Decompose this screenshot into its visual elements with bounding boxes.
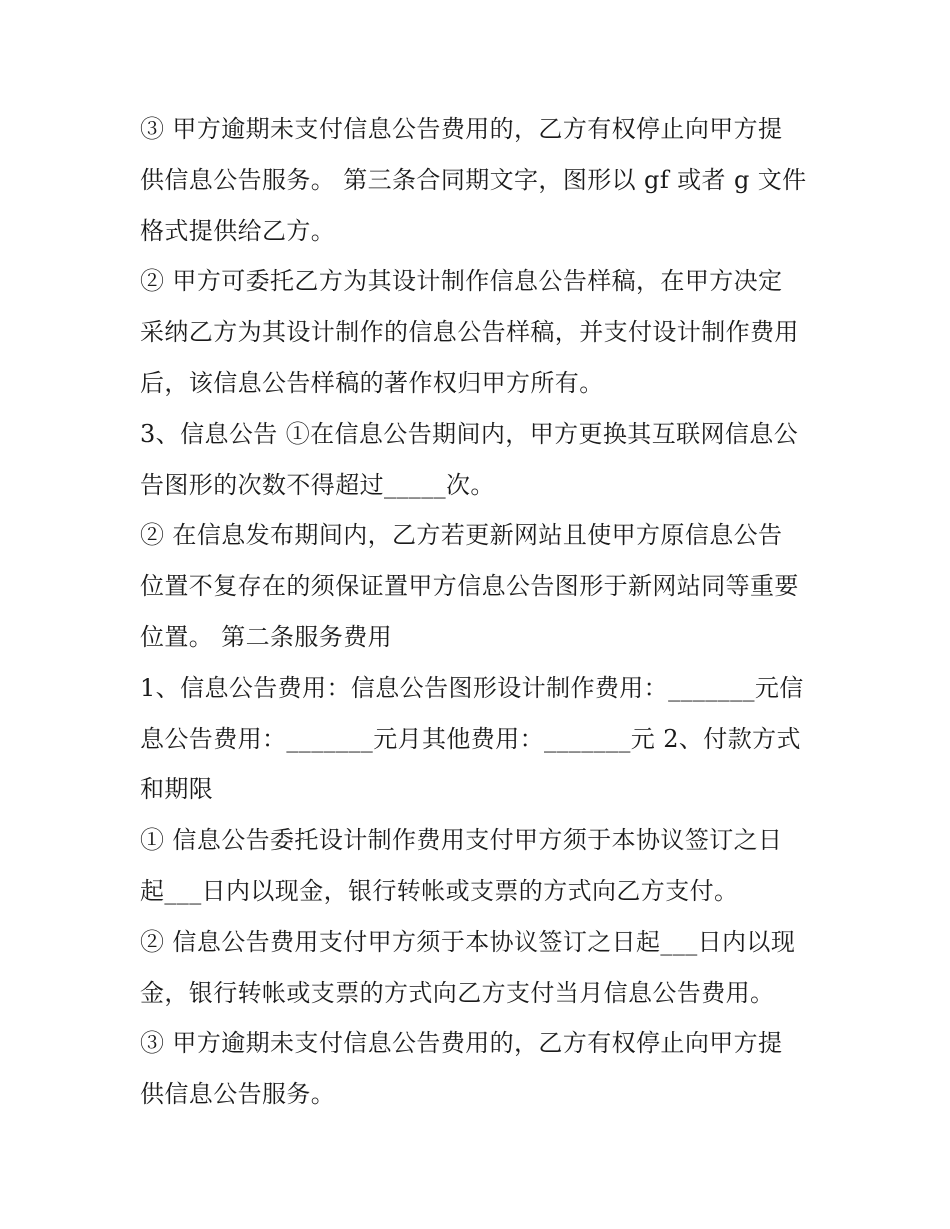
text-line: ③ 甲方逾期未支付信息公告费用的，乙方有权停止向甲方提: [140, 1029, 783, 1058]
text-line: 1、信息公告费用：信息公告图形设计制作费用：_______元信: [140, 673, 804, 702]
text-line: 起___日内以现金，银行转帐或支票的方式向乙方支付。: [140, 876, 739, 905]
text-line: ② 信息公告费用支付甲方须于本协议签订之日起___日内以现: [140, 927, 796, 956]
document-body: [140, 104, 815, 1120]
text-line: 格式提供给乙方。: [140, 216, 336, 245]
text-line: 息公告费用：_______元月其他费用：_______元 2、付款方式: [140, 724, 801, 753]
text-line: ② 在信息发布期间内，乙方若更新网站且使甲方原信息公告: [140, 521, 783, 550]
text-line: 告图形的次数不得超过_____次。: [140, 470, 495, 499]
text-line: 位置。 第二条服务费用: [140, 622, 393, 651]
text-line: ① 信息公告委托设计制作费用支付甲方须于本协议签订之日: [140, 826, 783, 855]
text-line: ② 甲方可委托乙方为其设计制作信息公告样稿，在甲方决定: [140, 267, 783, 296]
text-line: 供信息公告服务。 第三条合同期文字，图形以 gf 或者 g 文件: [140, 165, 807, 194]
text-line: 和期限: [140, 775, 214, 804]
text-line: 供信息公告服务。: [140, 1080, 336, 1109]
text-line: ③ 甲方逾期未支付信息公告费用的，乙方有权停止向甲方提: [140, 115, 783, 143]
text-line: 采纳乙方为其设计制作的信息公告样稿，并支付设计制作费用: [140, 318, 799, 347]
text-line: 后，该信息公告样稿的著作权归甲方所有。: [140, 368, 604, 397]
text-line: 金，银行转帐或支票的方式向乙方支付当月信息公告费用。: [140, 978, 775, 1007]
text-line: 位置不复存在的须保证置甲方信息公告图形于新网站同等重要: [140, 572, 799, 601]
text-line: 3、信息公告 ①在信息公告期间内，甲方更换其互联网信息公: [140, 419, 799, 448]
